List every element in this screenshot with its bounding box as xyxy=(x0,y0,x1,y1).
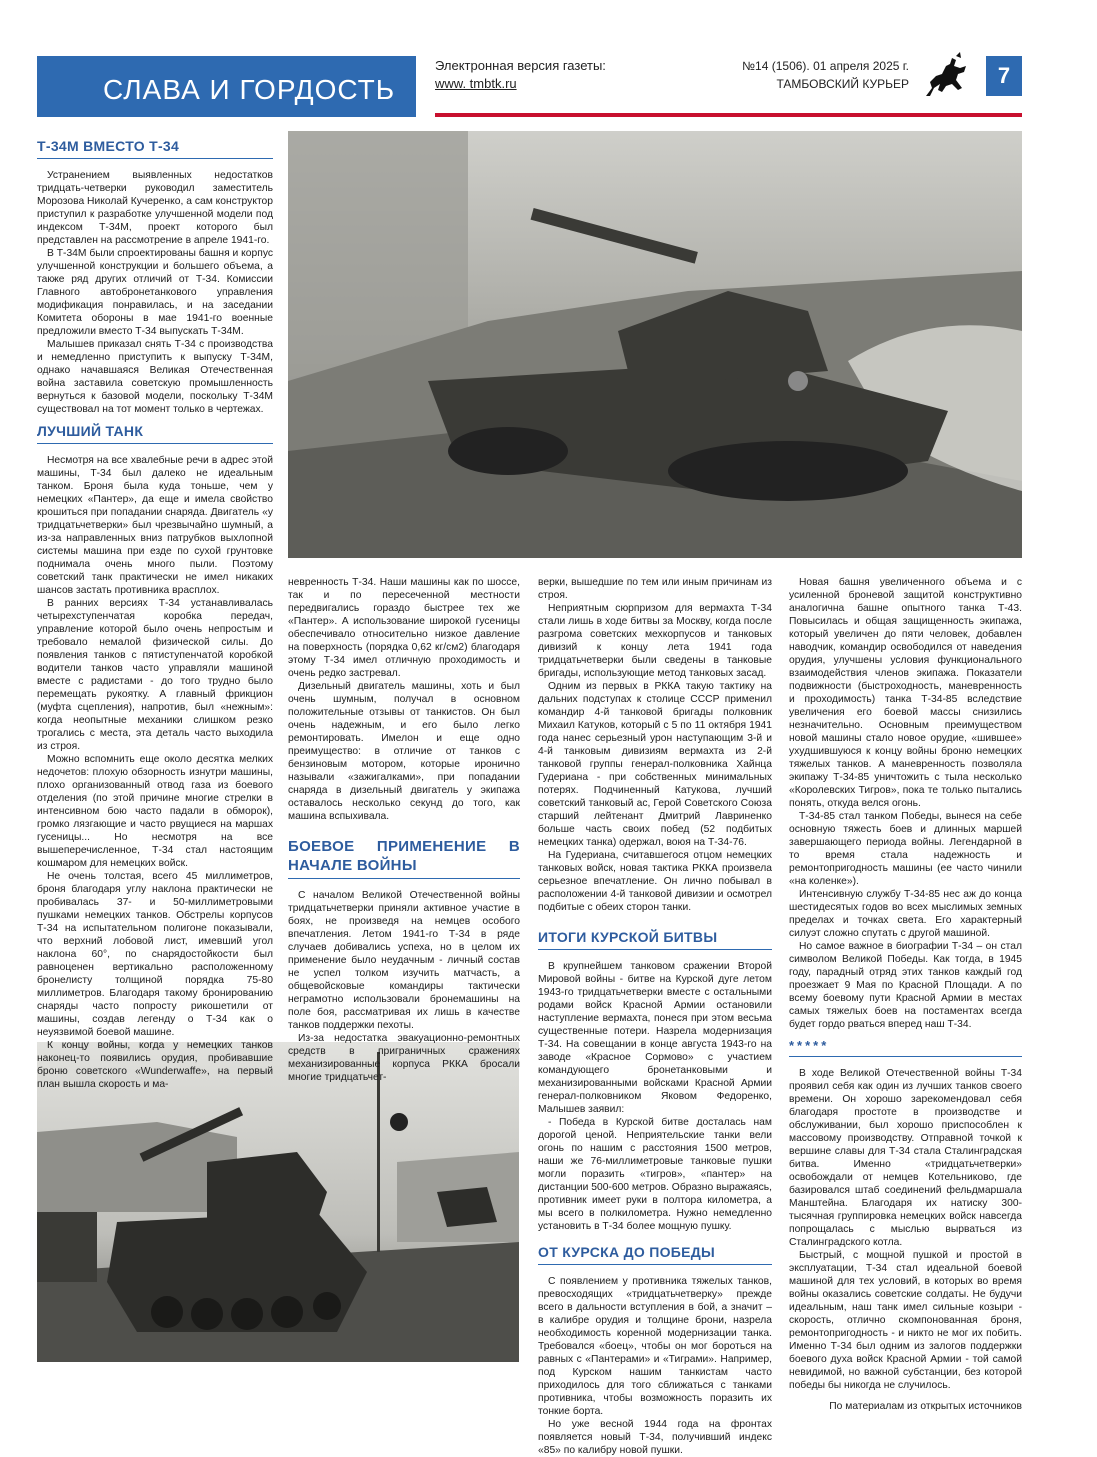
paragraph: Одним из первых в РККА такую тактику на дальних подступах к столице СССР применил командир 4-й танковой бригады полковник Михаил Катуков, который с 5 по 11 октября 1941 года нанес серьезный урон наступающим 3-й и 4-й танковым дивизиям вермахта из 2-й танковой группы генерал-полковника Хайнца Гудериана - при собственных минимальных потерях. Подчиненный Катукова, лучший советский танковый ас, Герой Советского Союза старший лейтенант Дмитрий Лавриненко больше часть своих побед (52 подбитых немецких танка) одержал, воюя на Т-34-76. xyxy=(538,681,772,848)
column-2 xyxy=(288,576,520,1084)
paragraph: Неприятным сюрпризом для вермахта Т-34 стали лишь в ходе битвы за Москву, когда после разгрома советских мехкорпусов и танковых дивизий к концу лета 1941 года тридцатьчетверки были сведены в танковые бригады, использующие метод танковых засад. xyxy=(538,603,772,679)
paragraph: В ранних версиях Т-34 устанавливалась четырехступенчатая коробка передач, управление которой было очень непростым и требовало немалой физической силы. До появления танков с пятиступенчатой коробкой водители танков часто управляли машиной вместе с радистами - до того трудно было перемещать рукоятку. А главный фрикцион (муфта сцепления), напротив, был «нежным»: когда неопытные механики слишком резко трогались с места, эта деталь часто выходила из строя. xyxy=(37,598,273,752)
headline-early-war: БОЕВОЕ ПРИМЕНЕНИЕ В НАЧАЛЕ ВОЙНЫ xyxy=(288,837,520,879)
headline-kursk-to-victory: ОТ КУРСКА ДО ПОБЕДЫ xyxy=(538,1243,772,1265)
newspaper-name: ТАМБОВСКИЙ КУРЬЕР xyxy=(776,77,909,91)
paragraph: На Гудериана, считавшегося отцом немецких танковых войск, новая тактика РККА произвела серьезное впечатление. Он лично побывал в расположении 4-й танковой дивизии и осмотрел подбитые с обеих сторон танки. xyxy=(538,850,772,913)
paragraph: Можно вспомнить еще около десятка мелких недочетов: плохую обзорность изнутри машины, плохо организованный отвод газа из боевого отделения (по этой причине многие стрелки в интенсивном бою часто падали в обморок), громко лязгающие и часто рвущиеся на маршах гусеницы... Но несмотря на все вышеперечисленное, Т-34 стал настоящим кошмаром для немецких войск. xyxy=(37,754,273,869)
paragraph: В крупнейшем танковом сражении Второй Мировой войны - битве на Курской дуге летом 1943-го тридцатьчетверки вместе с остальными родами войск Красной Армии остановили наступление вермахта, понеся при этом весьма существенные потери. Назрела модернизация Т-34. На совещании в конце августа 1943-го на заводе «Красное Сормово» с участием командующего бронетанковыми и механизированными войсками Красной Армии генерал-полковником Яковом Федоренко, Малышев заявил: xyxy=(538,961,772,1115)
headline-kursk-results: ИТОГИ КУРСКОЙ БИТВЫ xyxy=(538,928,772,950)
paragraph: Из-за недостатка эвакуационно-ремонтных средств в приграничных сражениях механизированные корпуса РККА бросали многие тридцатьчет- xyxy=(288,1033,520,1083)
tank-battlefield-photo xyxy=(288,131,1022,558)
paragraph: В Т-34М были спроектированы башня и корпус улучшенной конструкции и большего объема, а также ряд других отличий от Т-34. Комиссии Главного автобронетанкового управления модификация понравилась, и на заседании Комитета обороны в мае 1941-го военные предложили вместо Т-34 выпускать Т-34М. xyxy=(37,248,273,337)
section-rubric: СЛАВА И ГОРДОСТЬ xyxy=(37,56,416,113)
paragraph: Устранением выявленных недостатков тридцать-четверки руководил заместитель Морозова Николай Кучеренко, а сам конструктор приступил к разработке улучшенной модели под индексом Т-34М, проект которого был представлен на рассмотрение в апреле 1941-го. xyxy=(37,170,273,246)
header-rule-blue xyxy=(37,113,416,117)
paragraph: К концу войны, когда у немецких танков наконец-то появились орудия, пробивавшие броню советского «Wunderwaffe», на первый план вышла скорость и ма- xyxy=(37,1040,273,1090)
paragraph: Т-34-85 стал танком Победы, вынеся на себе основную тяжесть боев и длинных маршей завершающего периода войны. Легендарной в то время стала надежность и ремонтопригодность машины (ее часто чинили «на коленке»). xyxy=(789,811,1022,887)
column-3 xyxy=(538,576,772,1457)
electronic-version-label: Электронная версия газеты: xyxy=(435,58,606,73)
paragraph: - Победа в Курской битве досталась нам дорогой ценой. Неприятельские танки вели огонь по нашим с расстояния 1500 метров, наши же 76-миллиметровые танковые пушки могли поразить «тигров», «пантер» на дистанции 500-600 метров. Образно выражаясь, противник имеет руки в полтора километра, а мы всего в полкилометра. Нужно немедленно установить в Т-34 более мощную пушку. xyxy=(538,1117,772,1232)
paragraph: Но самое важное в биографии Т-34 – он стал символом Великой Победы. Как тогда, в 1945 году, парадный отряд этих танков каждый год проезжает 9 Мая по Красной Площади. А по всему боевому пути Красной Армии в местах самых тяжелых боев на постаментах всегда будет гордо рваться вперед наш Т-34. xyxy=(789,941,1022,1030)
paragraph: Но уже весной 1944 года на фронтах появляется новый Т-34, получивший индекс «85» по калибру новой пушки. xyxy=(538,1419,772,1456)
column-1 xyxy=(37,131,273,1091)
issue-date: №14 (1506). 01 апреля 2025 г. xyxy=(742,59,909,73)
column-4 xyxy=(789,576,1022,1413)
paragraph: Малышев приказал снять Т-34 с производства и немедленно приступить к выпуску Т-34М, однако начавшаяся Великая Отечественная война заставила советскую промышленность вернуться к базовой модели, поскольку Т-34М существовал на тот момент только в чертежах. xyxy=(37,339,273,415)
paragraph: невренность Т-34. Наши машины как по шоссе, так и по пересеченной местности передвигались гораздо быстрее тех же «Пантер». А использование широкой гусеницы обеспечивало относительно низкое давление на поверхность (порядка 0,62 кг/см2) благодаря этому Т-34 имел отличную проходимость и очень редко застревал. xyxy=(288,577,520,679)
page-number: 7 xyxy=(986,56,1022,96)
paragraph: Несмотря на все хвалебные речи в адрес этой машины, Т-34 был далеко не идеальным танком. Броня была куда тоньше, чем у немецких «Пантер», да еще и имела свойство крошиться при попадании снаряда. Двигатель «у тридцатьчетверки» был чрезвычайно шумный, а из-за направленных вниз патрубков выхлопной системы машина при езде по сухой грунтовке поднимала очень много пыли. Поэтому советский танк практически не имел никаких шансов застать противника врасплох. xyxy=(37,455,273,596)
header-edition-info xyxy=(435,57,606,93)
paragraph: верки, вышедшие по тем или иным причинам из строя. xyxy=(538,577,772,601)
paragraph: В ходе Великой Отечественной войны Т-34 проявил себя как один из лучших танков своего времени. Он хорошо зарекомендовал себя благодаря простоте в производстве и обслуживании, был хорошо приспособлен к массовому производству. Отправной точкой к вершине славы для Т-34 стала Сталинградская битва. Именно «тридцатьчетверки» освобождали от немцев Котельниково, где базировался штаб соединений фельдмаршала Манштейна. Благодаря их натиску 300-тысячная группировка немецких войск навсегда попрощалась с мыслью вырваться из Сталинградского котла. xyxy=(789,1068,1022,1248)
source-note: По материалам из открытых источников xyxy=(829,1401,1022,1412)
header-issue-info xyxy=(742,57,909,93)
paragraph: Интенсивную службу Т-34-85 нес аж до конца шестидесятых годов во всех мыслимых земных пределах и точках света. Его характерный силуэт сложно спутать с другой машиной. xyxy=(789,889,1022,939)
paragraph: Новая башня увеличенного объема и с усиленной броневой защитой конструктивно аналогична башне опытного танка Т-43. Повысилась и общая защищенность экипажа, который увеличен до пяти человек, добавлен наводчик, командир освободился от наведения орудия, улучшены условия функционального взаимодействия членов экипажа. Показатели подвижности (быстроходность, маневренность и проходимость) танка Т-34-85 вследствие увеличения его боевой массы снизились незначительно. Основным преимуществом новой машины стало новое орудие, «шившее» ухудшившуюся к концу войны броню немецких тяжелых танков. А маневренность позволяла экипажу Т-34-85 уничтожить с тыла несколько «Королевских Тигров», пока те только пытались понять, откуда велся огонь. xyxy=(789,577,1022,809)
section-divider-stars: ***** xyxy=(789,1039,1022,1057)
header-rule-red xyxy=(435,113,1022,117)
headline-t34m: Т-34М ВМЕСТО Т-34 xyxy=(37,137,273,159)
paragraph: Дизельный двигатель машины, хоть и был очень шумным, получал в основном положительные отзывы от танкистов. Он был очень надежным, и его было легко ремонтировать. Имелон и еще одно преимущество: в отличие от танков с бензиновым мотором, которые иронично называли «зажигалками», при попадании снаряда в дизельный двигатель у экипажа оставалось несколько секунд до того, как машина вспыхивала. xyxy=(288,681,520,822)
horse-rider-icon xyxy=(920,52,972,102)
paragraph: С появлением у противника тяжелых танков, превосходящих «тридцатьчетверку» прежде всего в дальности вступления в бой, а значит – в калибре орудия и толщине брони, назрела необходимость коренной модернизации танка. Требовался «боец», чтобы он мог бороться на равных с «Пантерами» и «Тиграми». Например, под Курском нашим танкистам часто приходилось для того сближаться с танками противника, чтобы возможность поразить их тонкие борта. xyxy=(538,1276,772,1417)
headline-best-tank: ЛУЧШИЙ ТАНК xyxy=(37,422,273,444)
site-link[interactable]: www. tmbtk.ru xyxy=(435,76,517,91)
paragraph: Не очень толстая, всего 45 миллиметров, броня благодаря углу наклона практически не пробивалась 37- и 50-миллиметровыми пушками немецких танков. Обстрелы корпусов Т-34 на испытательном полигоне показывали, что верхний лобовой лист, имевший угол наклона 60°, по снарядостойкости был равноценен вертикально расположенному бронелисту толщиной порядка 75-80 миллиметров. Благодаря такому бронированию снаряды часто попросту рикошетили от машины, создав легенду о Т-34 как о неуязвимой боевой машине. xyxy=(37,871,273,1038)
paragraph: С началом Великой Отечественной войны тридцатьчетверки приняли активное участие в боях, не произведя на немцев особого впечатления. Летом 1941-го Т-34 в ряде случаев добивались успеха, но в целом их применение было неудачным - личный состав не успел толком изучить матчасть, а общевойсковые командиры тактически неграмотно использовали бронемашины на поле боя, рассматривая их лишь в качестве танков поддержки пехоты. xyxy=(288,890,520,1031)
paragraph: Быстрый, с мощной пушкой и простой в эксплуатации, Т-34 стал идеальной боевой машиной для тех условий, в которых во время войны оказались советские солдаты. Не будучи идеальным, наш танк имел сильные козыри - скорость, отлично скомпонованная броня, ремонтопригодность - и никто не мог их побить. Именно Т-34 был одним из залогов поддержки боевого духа войск Красной Армии - той самой невидимой, но важной субстанции, без которой победы бы никогда не случилось. xyxy=(789,1250,1022,1391)
